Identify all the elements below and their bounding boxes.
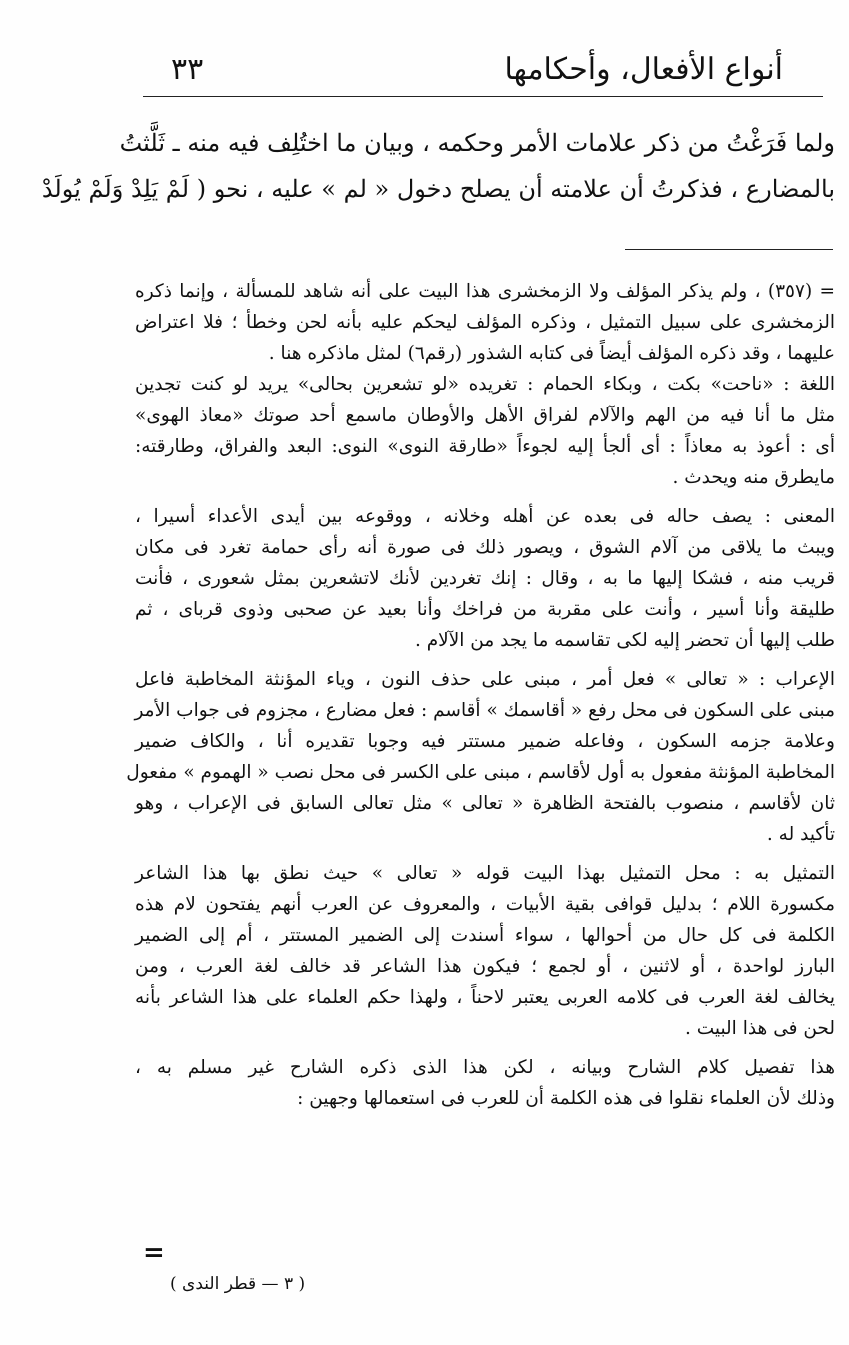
footnote-line: الكلمة فى كل حال من أحوالها ، سواء أسندت إلى الضمير المستتر ، أم إلى الضمير (135, 925, 835, 946)
signature-mark: ( ٣ — قطر الندى ) (170, 1274, 306, 1294)
footnote-line: ثان لأقاسم ، منصوب بالفتحة الظاهرة « تعالى » مثل تعالى السابق فى الإعراب ، وهو (135, 793, 835, 814)
paragraph-gap (135, 656, 835, 664)
footnote-line: الزمخشرى على سبيل التمثيل ، وذكره المؤلف ليحكم عليه بأنه لحن وخطأ ؛ فلا اعتراض (135, 312, 835, 333)
footnote-line: لحن فى هذا البيت . (684, 1018, 835, 1039)
footnote-line: وذلك لأن العلماء نقلوا فى هذه الكلمة أن للعرب فى استعمالها وجهين : (297, 1088, 835, 1109)
footnote-line: يخالف لغة العرب فى كلامه العربى يعتبر لاحناً ، ولهذا حكم العلماء على هذا الشاعر بأنه (135, 987, 835, 1008)
footnote-line: قريب منه ، فشكا إليها ما به ، وقال : إنك تغردين لأنك لاتشعرين بمثل شعورى ، فأنت (135, 568, 835, 589)
footnote-line: ويبث ما يلاقى من آلام الشوق ، ويصور ذلك فى صورة أنه رأى حمامة تغرد فى مكان (135, 537, 835, 558)
footnote-line: المعنى : يصف حاله فى بعده عن أهله وخلانه ، ووقوعه بين أيدى الأعداء أسيرا ، (135, 506, 835, 527)
footnote-line: وعلامة جزمه السكون ، وفاعله ضمير مستتر فيه وجوبا تقديره أنا ، والكاف ضمير (135, 731, 835, 752)
footnote-line: = (٣٥٧) ، ولم يذكر المؤلف ولا الزمخشرى هذا البيت على أنه شاهد للمسألة ، وإنما ذكره (135, 281, 835, 302)
paragraph-gap (135, 850, 835, 858)
footnote-line: تأكيد له . (766, 824, 835, 845)
footnote-line: مبنى على السكون فى محل رفع « أقاسمك » أقاسم : فعل مضارع ، مجزوم فى جواب الأمر (134, 700, 835, 721)
footnote-line: التمثيل به : محل التمثيل بهذا البيت قوله « تعالى » حيث نطق بها هذا الشاعر (135, 863, 835, 884)
footnote-paragraph (135, 369, 835, 493)
footnote-paragraph (126, 664, 835, 850)
main-text (41, 120, 835, 212)
footnote-paragraph (135, 858, 835, 1044)
footnote-line: مثل ما أنا فيه من الهم والآلام لفراق الأهل والأوطان ماسمع أحد صوتك «معاذ الهوى» (135, 405, 835, 426)
continuation-mark: = (143, 1238, 165, 1268)
footnote-line: عليهما ، وقد ذكره المؤلف أيضاً فى كتابه الشذور (رقم٦) لمثل ماذكره هنا . (268, 343, 835, 364)
main-text-line: ولما فَرَغْتُ من ذكر علامات الأمر وحكمه ، وبيان ما اختُلِف فيه منه ـ ثَلَّثتُ (119, 129, 835, 157)
footnote-paragraph (135, 1052, 835, 1114)
paragraph-gap (135, 493, 835, 501)
footnote-paragraph (135, 276, 835, 369)
footnote-line: البارز لواحدة ، أو لاثنين ، أو لجمع ؛ فيكون هذا الشاعر قد خالف لغة العرب ، ومن (135, 956, 835, 977)
footnote-line: مايطرق منه ويحدث . (672, 467, 835, 488)
page-number: ٣٣ (171, 52, 204, 87)
footnote-line: اللغة : «ناحت» بكت ، وبكاء الحمام : تغريده «لو تشعرين بحالى» يريد لو كنت تجدين (135, 374, 835, 395)
footnote-line: طليقة وأنا أسير ، وأنت على مقربة من فراخك وأنا بعيد عن صحبى وذوى قرباى ، ثم (135, 599, 835, 620)
footnote-separator (625, 249, 833, 250)
running-title: أنواع الأفعال، وأحكامها (504, 52, 783, 87)
footnote-paragraph (135, 501, 835, 656)
footnote-line: أى : أعوذ به معاذاً : أى ألجأ إليه لجوءاً «طارقة النوى» النوى: البعد والفراق، وطارقته: (135, 436, 835, 457)
main-text-line: بالمضارع ، فذكرتُ أن علامته أن يصلح دخول « لم » عليه ، نحو ( لَمْ يَلِدْ وَلَمْ يُولَدْ (41, 175, 835, 203)
footnote-line: طلب إليها أن تحضر إليه لكى تقاسمه ما يجد من الآلام . (414, 630, 835, 651)
footnote-line: الإعراب : « تعالى » فعل أمر ، مبنى على حذف النون ، وياء المؤنثة المخاطبة فاعل (135, 669, 835, 690)
page-header (143, 48, 823, 97)
footnote-line: هذا تفصيل كلام الشارح وبيانه ، لكن هذا الذى ذكره الشارح غير مسلم به ، (135, 1057, 835, 1078)
footnote-line: المخاطبة المؤنثة مفعول به أول لأقاسم ، مبنى على الكسر فى محل نصب « الهموم » مفعول (126, 762, 835, 783)
footnote-line: مكسورة اللام ؛ بدليل قوافى بقية الأبيات ، والمعروف عن العرب أنهم يفتحون لام هذه (135, 894, 835, 915)
paragraph-gap (135, 1044, 835, 1052)
footnotes (126, 276, 835, 1114)
